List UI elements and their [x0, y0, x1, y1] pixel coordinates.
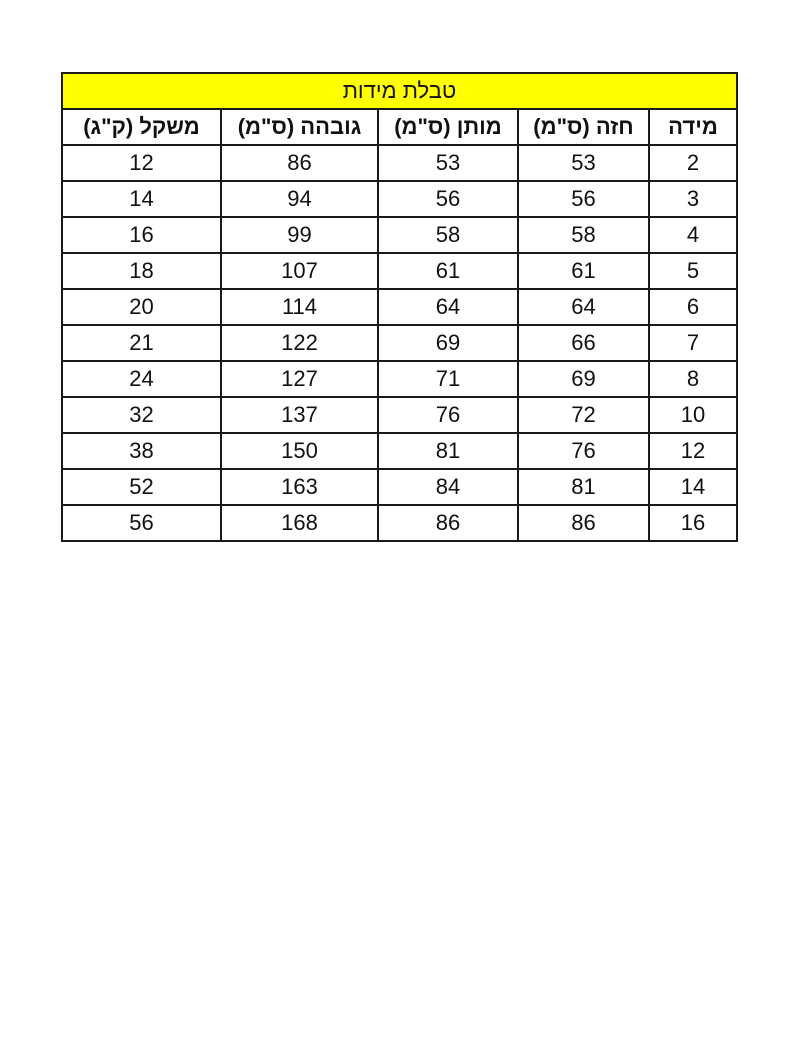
table-row	[62, 469, 737, 505]
table-row	[62, 397, 737, 433]
cell-height: 86	[221, 145, 378, 181]
cell-chest: 58	[518, 217, 649, 253]
cell-waist: 76	[378, 397, 518, 433]
cell-size: 6	[649, 289, 737, 325]
size-table	[61, 72, 738, 542]
cell-weight: 16	[62, 217, 221, 253]
table-row	[62, 325, 737, 361]
size-chart	[61, 72, 736, 542]
cell-chest: 64	[518, 289, 649, 325]
cell-height: 99	[221, 217, 378, 253]
cell-height: 94	[221, 181, 378, 217]
cell-weight: 20	[62, 289, 221, 325]
cell-waist: 64	[378, 289, 518, 325]
cell-waist: 81	[378, 433, 518, 469]
cell-height: 127	[221, 361, 378, 397]
cell-size: 7	[649, 325, 737, 361]
cell-height: 168	[221, 505, 378, 541]
cell-waist: 61	[378, 253, 518, 289]
cell-size: 12	[649, 433, 737, 469]
header-waist: מותן (ס"מ)	[378, 109, 518, 145]
cell-weight: 32	[62, 397, 221, 433]
cell-chest: 81	[518, 469, 649, 505]
cell-size: 5	[649, 253, 737, 289]
cell-chest: 86	[518, 505, 649, 541]
cell-size: 10	[649, 397, 737, 433]
table-row	[62, 181, 737, 217]
cell-height: 122	[221, 325, 378, 361]
table-row	[62, 253, 737, 289]
header-chest: חזה (ס"מ)	[518, 109, 649, 145]
table-row	[62, 289, 737, 325]
cell-weight: 12	[62, 145, 221, 181]
cell-chest: 76	[518, 433, 649, 469]
cell-weight: 38	[62, 433, 221, 469]
cell-size: 14	[649, 469, 737, 505]
cell-waist: 71	[378, 361, 518, 397]
header-size: מידה	[649, 109, 737, 145]
cell-waist: 56	[378, 181, 518, 217]
header-height: גובהה (ס"מ)	[221, 109, 378, 145]
cell-weight: 14	[62, 181, 221, 217]
cell-waist: 53	[378, 145, 518, 181]
cell-size: 2	[649, 145, 737, 181]
header-row	[62, 109, 737, 145]
table-row	[62, 433, 737, 469]
cell-chest: 56	[518, 181, 649, 217]
title-row	[62, 73, 737, 109]
cell-size: 3	[649, 181, 737, 217]
table-row	[62, 505, 737, 541]
table-row	[62, 361, 737, 397]
cell-size: 4	[649, 217, 737, 253]
cell-chest: 61	[518, 253, 649, 289]
cell-chest: 53	[518, 145, 649, 181]
cell-weight: 18	[62, 253, 221, 289]
table-row	[62, 217, 737, 253]
cell-height: 114	[221, 289, 378, 325]
cell-height: 107	[221, 253, 378, 289]
cell-weight: 24	[62, 361, 221, 397]
cell-waist: 58	[378, 217, 518, 253]
cell-waist: 84	[378, 469, 518, 505]
cell-weight: 21	[62, 325, 221, 361]
cell-height: 150	[221, 433, 378, 469]
header-weight: משקל (ק"ג)	[62, 109, 221, 145]
cell-waist: 86	[378, 505, 518, 541]
cell-height: 163	[221, 469, 378, 505]
cell-height: 137	[221, 397, 378, 433]
cell-size: 16	[649, 505, 737, 541]
cell-chest: 72	[518, 397, 649, 433]
cell-waist: 69	[378, 325, 518, 361]
table-title: טבלת מידות	[62, 73, 737, 109]
cell-chest: 69	[518, 361, 649, 397]
cell-chest: 66	[518, 325, 649, 361]
cell-weight: 56	[62, 505, 221, 541]
cell-weight: 52	[62, 469, 221, 505]
cell-size: 8	[649, 361, 737, 397]
table-row	[62, 145, 737, 181]
